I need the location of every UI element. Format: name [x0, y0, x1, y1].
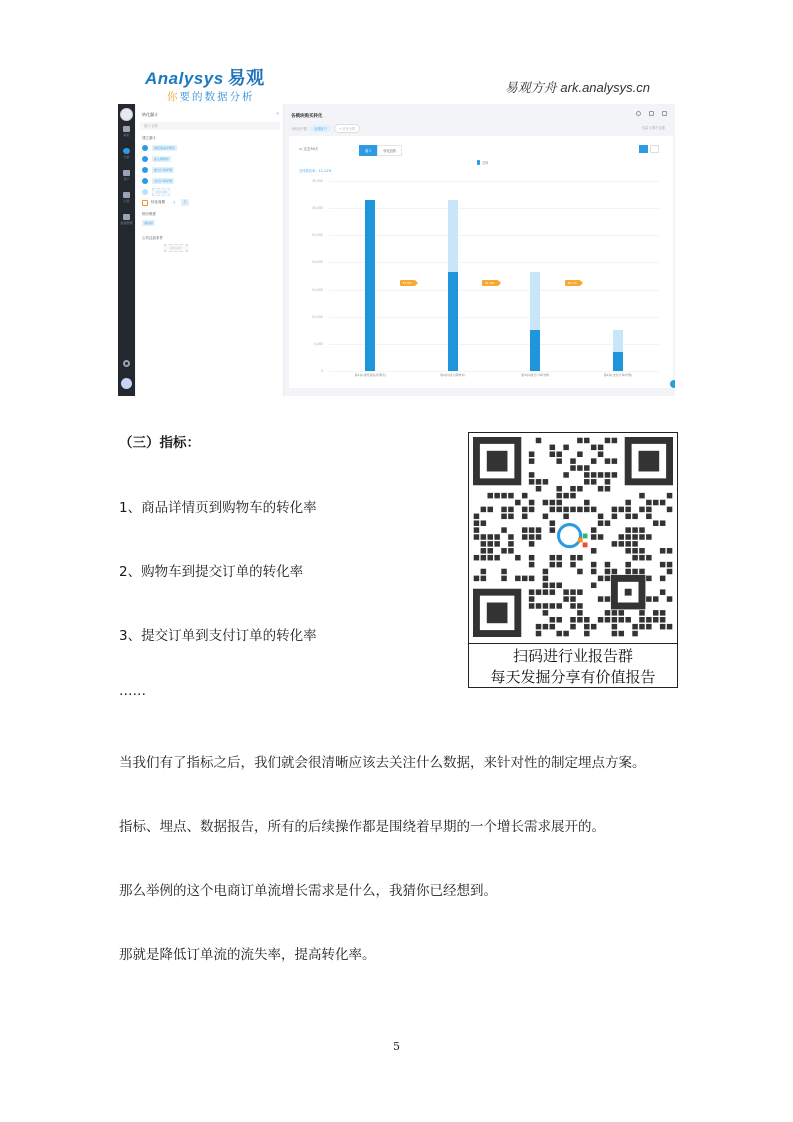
- metric-item-1: 1、商品详情页到购物车的转化率: [119, 500, 317, 516]
- calc-options[interactable]: 全量 计算不去重: [641, 126, 665, 130]
- paragraph-2: 指标、埋点、数据报告，所有的后续操作都是围绕着早期的一个增长需求展开的。: [119, 819, 605, 835]
- message-icon: [123, 192, 130, 198]
- calendar-icon: [142, 200, 148, 206]
- gridline: [329, 317, 659, 318]
- gridline: [329, 181, 659, 182]
- sidebar-item-users[interactable]: [118, 170, 135, 188]
- sidebar-item-analysis[interactable]: [118, 148, 135, 166]
- y-tick-label: 0: [320, 369, 323, 373]
- funnel-step-3[interactable]: [142, 166, 174, 173]
- report-actions: [636, 111, 667, 116]
- y-tick-label: 10,000: [311, 314, 323, 319]
- database-icon: [123, 214, 130, 220]
- window-label: 转化周期: [151, 200, 165, 204]
- qr-caption-line-1: 扫码进行业报告群: [512, 647, 633, 665]
- collapse-icon[interactable]: «: [275, 111, 279, 117]
- funnel-config-panel: [136, 104, 284, 396]
- y-tick-label: 30,000: [311, 206, 323, 211]
- gridline: [329, 290, 659, 291]
- bar-reached[interactable]: [530, 330, 540, 371]
- date-range-value: 过去30天: [303, 147, 319, 151]
- plus-icon: [142, 189, 148, 195]
- x-axis-label: 第4步(支付订单详情): [603, 373, 632, 377]
- logo-tagline: [167, 89, 285, 104]
- step-label: 添加步骤: [152, 188, 170, 196]
- x-axis-label: 第3步(提交订单详情): [521, 373, 550, 377]
- x-axis-label: 第1步(浏览商品详情页): [354, 373, 386, 377]
- dashboard-icon: [123, 126, 130, 132]
- sidebar-label: 运营: [123, 199, 130, 203]
- panel-title: 转化漏斗: [142, 112, 158, 117]
- steps-heading: 建立漏斗: [142, 136, 156, 140]
- add-step-button[interactable]: [142, 188, 170, 195]
- step-label: 提交订单详情: [154, 167, 173, 172]
- funnel-step-2[interactable]: [142, 155, 171, 162]
- metric-item-2: 2、购物车到提交订单的转化率: [119, 564, 304, 580]
- sidebar-item-operations[interactable]: [118, 192, 135, 210]
- download-icon[interactable]: [662, 111, 667, 116]
- save-icon[interactable]: [649, 111, 654, 116]
- step-label: 支付订单详情: [154, 178, 173, 183]
- sidebar-label: 用户: [123, 177, 130, 181]
- pie-chart-icon: [123, 148, 130, 154]
- bar-reached[interactable]: [365, 200, 375, 371]
- add-filter-button[interactable]: 添加条件: [164, 244, 188, 252]
- gridline: [329, 371, 659, 372]
- logo-cn: 易观: [227, 68, 265, 88]
- conversion-rate-tag: 46.1%: [565, 280, 581, 286]
- gridline: [329, 344, 659, 345]
- section-heading: （三）指标：: [119, 435, 200, 451]
- conversion-window: [142, 199, 189, 206]
- logo-wordmark: [145, 64, 285, 90]
- step-label: 加入购物车: [154, 156, 170, 161]
- qr-code-box: [468, 432, 678, 688]
- qr-caption: [469, 643, 677, 688]
- logo-prefix: A: [145, 69, 158, 88]
- filter-label: 分析用户群: [291, 127, 307, 131]
- funnel-step-4[interactable]: [142, 177, 174, 184]
- filter-heading: 公共过滤条件: [142, 236, 163, 240]
- tagline-rest: 要的数据分析: [179, 91, 255, 103]
- breakdown-heading: 细分维度: [142, 212, 156, 216]
- step-number-icon: [142, 145, 148, 151]
- sidebar-label: 分析: [123, 155, 130, 159]
- users-icon: [123, 170, 130, 176]
- funnel-bar-chart: [289, 136, 673, 388]
- app-logo-avatar[interactable]: [120, 108, 133, 121]
- y-tick-label: 20,000: [311, 260, 323, 265]
- user-group-pill[interactable]: 全部用户: [310, 125, 331, 132]
- step-number-icon: [142, 178, 148, 184]
- report-title: 各模块购买转化: [291, 114, 323, 119]
- qr-caption-line-2: 每天发掘分享有价值报告: [490, 668, 656, 686]
- window-value-input[interactable]: 7: [173, 200, 176, 205]
- logo-text: nalysys: [157, 69, 224, 88]
- legend-label: 总体: [482, 161, 489, 165]
- funnel-screenshot: [118, 104, 675, 396]
- y-tick-label: 15,000: [311, 287, 323, 292]
- sidebar-item-dashboard[interactable]: [118, 126, 135, 144]
- help-float-button[interactable]: [670, 380, 675, 388]
- bar-reached[interactable]: [448, 272, 458, 371]
- user-filter-row: [291, 124, 360, 133]
- compare-group-button[interactable]: + 对比分群: [334, 124, 360, 133]
- step-number-icon: [142, 156, 148, 162]
- funnel-name-input[interactable]: 漏斗名称: [140, 122, 280, 130]
- gridline: [329, 208, 659, 209]
- step-number-icon: [142, 167, 148, 173]
- gridline: [329, 262, 659, 263]
- tab-funnel[interactable]: 漏斗: [359, 145, 377, 156]
- settings-icon[interactable]: [636, 111, 641, 116]
- bar-reached[interactable]: [613, 352, 623, 371]
- paragraph-1: 当我们有了指标之后，我们就会很清晰应该去关注什么数据，来针对性的制定埋点方案。: [119, 755, 646, 771]
- x-axis-label: 第2步(加入购物车): [440, 373, 466, 377]
- sidebar-item-data-management[interactable]: [118, 214, 135, 232]
- y-tick-label: 25,000: [311, 233, 323, 238]
- conversion-rate-tag: 57.6%: [400, 280, 416, 286]
- app-sidebar: [118, 104, 135, 396]
- paragraph-4: 那就是降低订单流的流失率，提高转化率。: [119, 947, 376, 963]
- y-tick-label: 35,000: [311, 179, 323, 183]
- tagline-first-char: 你: [167, 91, 180, 103]
- calendar-icon: ▭: [299, 147, 304, 151]
- metric-item-3: 3、提交订单到支付订单的转化率: [119, 628, 317, 644]
- conversion-rate-tag: 41.9%: [482, 280, 498, 286]
- gridline: [329, 235, 659, 236]
- sidebar-label: 数据管理: [120, 221, 133, 225]
- user-avatar[interactable]: [121, 378, 132, 389]
- breakdown-select[interactable]: 请选择: [144, 221, 154, 225]
- gear-icon[interactable]: [123, 360, 130, 367]
- tab-trend[interactable]: 转化趋势: [377, 145, 402, 156]
- y-tick-label: 5,000: [313, 341, 323, 346]
- analysis-main: [285, 104, 675, 396]
- page-number: 5: [393, 1040, 400, 1053]
- funnel-step-1[interactable]: [142, 144, 177, 151]
- step-label: 浏览商品详情页: [154, 145, 176, 150]
- sidebar-label: 看板: [123, 133, 130, 137]
- chart-card: [289, 136, 673, 388]
- analysys-logo: [145, 64, 285, 103]
- ellipsis: ……: [119, 683, 146, 699]
- overall-conversion-rate: 总体转化率：11.11%: [299, 169, 332, 173]
- header-site-text: 易观方舟 ark.analysys.cn: [504, 80, 650, 95]
- window-unit-select[interactable]: 天: [183, 200, 187, 204]
- qr-code-image[interactable]: [473, 437, 673, 637]
- paragraph-3: 那么举例的这个电商订单流增长需求是什么，我猜你已经想到。: [119, 883, 497, 899]
